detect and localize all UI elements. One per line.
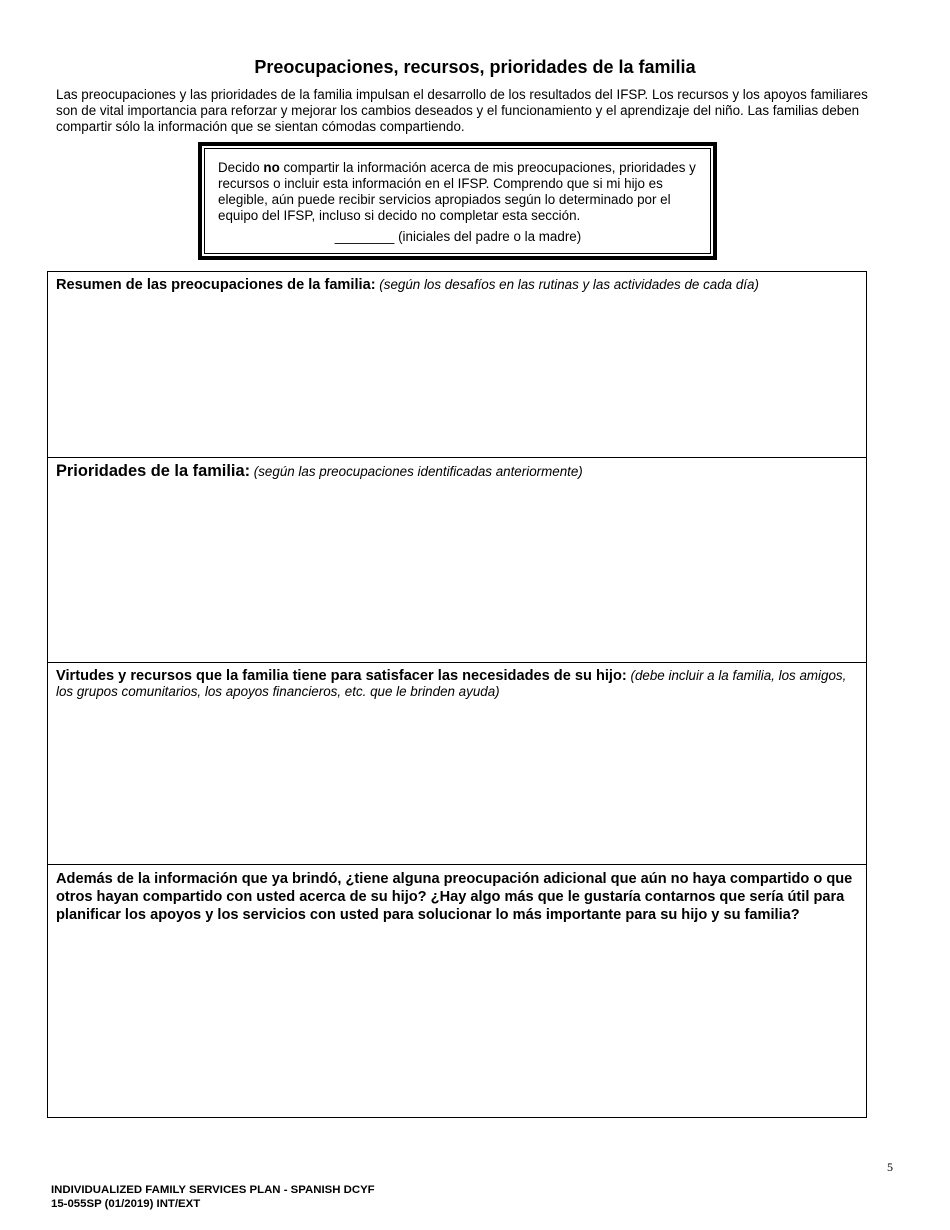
opt-out-text-start: Decido bbox=[218, 160, 264, 175]
page-number: 5 bbox=[887, 1160, 893, 1174]
family-priorities-hint: (según las preocupaciones identificadas anteriormente) bbox=[253, 464, 583, 479]
opt-out-inner-frame bbox=[204, 148, 711, 254]
family-strengths-hint: (debe incluir a la familia, los amigos, los grupos comunitarios, los apoyos financieros, etc. que le brinden ayuda) bbox=[56, 668, 847, 699]
opt-out-box bbox=[198, 142, 717, 260]
additional-concerns-label: Además de la información que ya brindó, ¿tiene alguna preocupación adicional que aún no haya compartido o que otros hayan compartido con usted acerca de su hijo? ¿Hay algo más que le gustaría contarnos que sería útil para planificar los apoyos y los servicios con usted para solucionar lo más importante para su hijo y su familia? bbox=[56, 871, 853, 923]
family-concerns-hint: (según los desafíos en las rutinas y las actividades de cada día) bbox=[379, 277, 759, 292]
family-strengths-section[interactable] bbox=[48, 662, 866, 864]
family-priorities-section[interactable] bbox=[48, 457, 866, 662]
family-concerns-label: Resumen de las preocupaciones de la familia: bbox=[56, 277, 376, 293]
family-strengths-label: Virtudes y recursos que la familia tiene para satisfacer las necesidades de su hijo: bbox=[56, 668, 627, 684]
family-priorities-label: Prioridades de la familia: bbox=[56, 462, 251, 480]
form-footer bbox=[51, 1183, 375, 1211]
parent-initials-label: (iniciales del padre o la madre) bbox=[394, 229, 582, 244]
additional-concerns-section[interactable] bbox=[48, 864, 866, 1118]
family-info-form bbox=[47, 271, 867, 1118]
opt-out-emphasis: no bbox=[263, 160, 280, 175]
page-title: Preocupaciones, recursos, prioridades de la familia bbox=[254, 57, 696, 77]
parent-initials-field[interactable]: ________ bbox=[334, 229, 395, 244]
family-concerns-section[interactable] bbox=[48, 272, 866, 457]
parent-initials-line bbox=[218, 229, 698, 245]
opt-out-statement bbox=[218, 160, 698, 224]
footer-form-code: 15-055SP (01/2019) INT/EXT bbox=[51, 1198, 201, 1210]
intro-paragraph: Las preocupaciones y las prioridades de la familia impulsan el desarrollo de los resultados del IFSP. Los recursos y los apoyos familiares son de vital importancia para reforzar y mejorar los cambios deseados y el funcionamiento y el aprendizaje del niño. Las familias deben compartir sólo la información que se sientan cómodas compartiendo. bbox=[56, 87, 868, 134]
footer-form-title: INDIVIDUALIZED FAMILY SERVICES PLAN - SPANISH DCYF bbox=[51, 1184, 375, 1196]
opt-out-text-end: compartir la información acerca de mis preocupaciones, prioridades y recursos o incluir esta información en el IFSP. Comprendo que si mi hijo es elegible, aún puede recibir servicios apropiados según lo determinado por el equipo del IFSP, incluso si decido no completar esta sección. bbox=[218, 160, 696, 223]
